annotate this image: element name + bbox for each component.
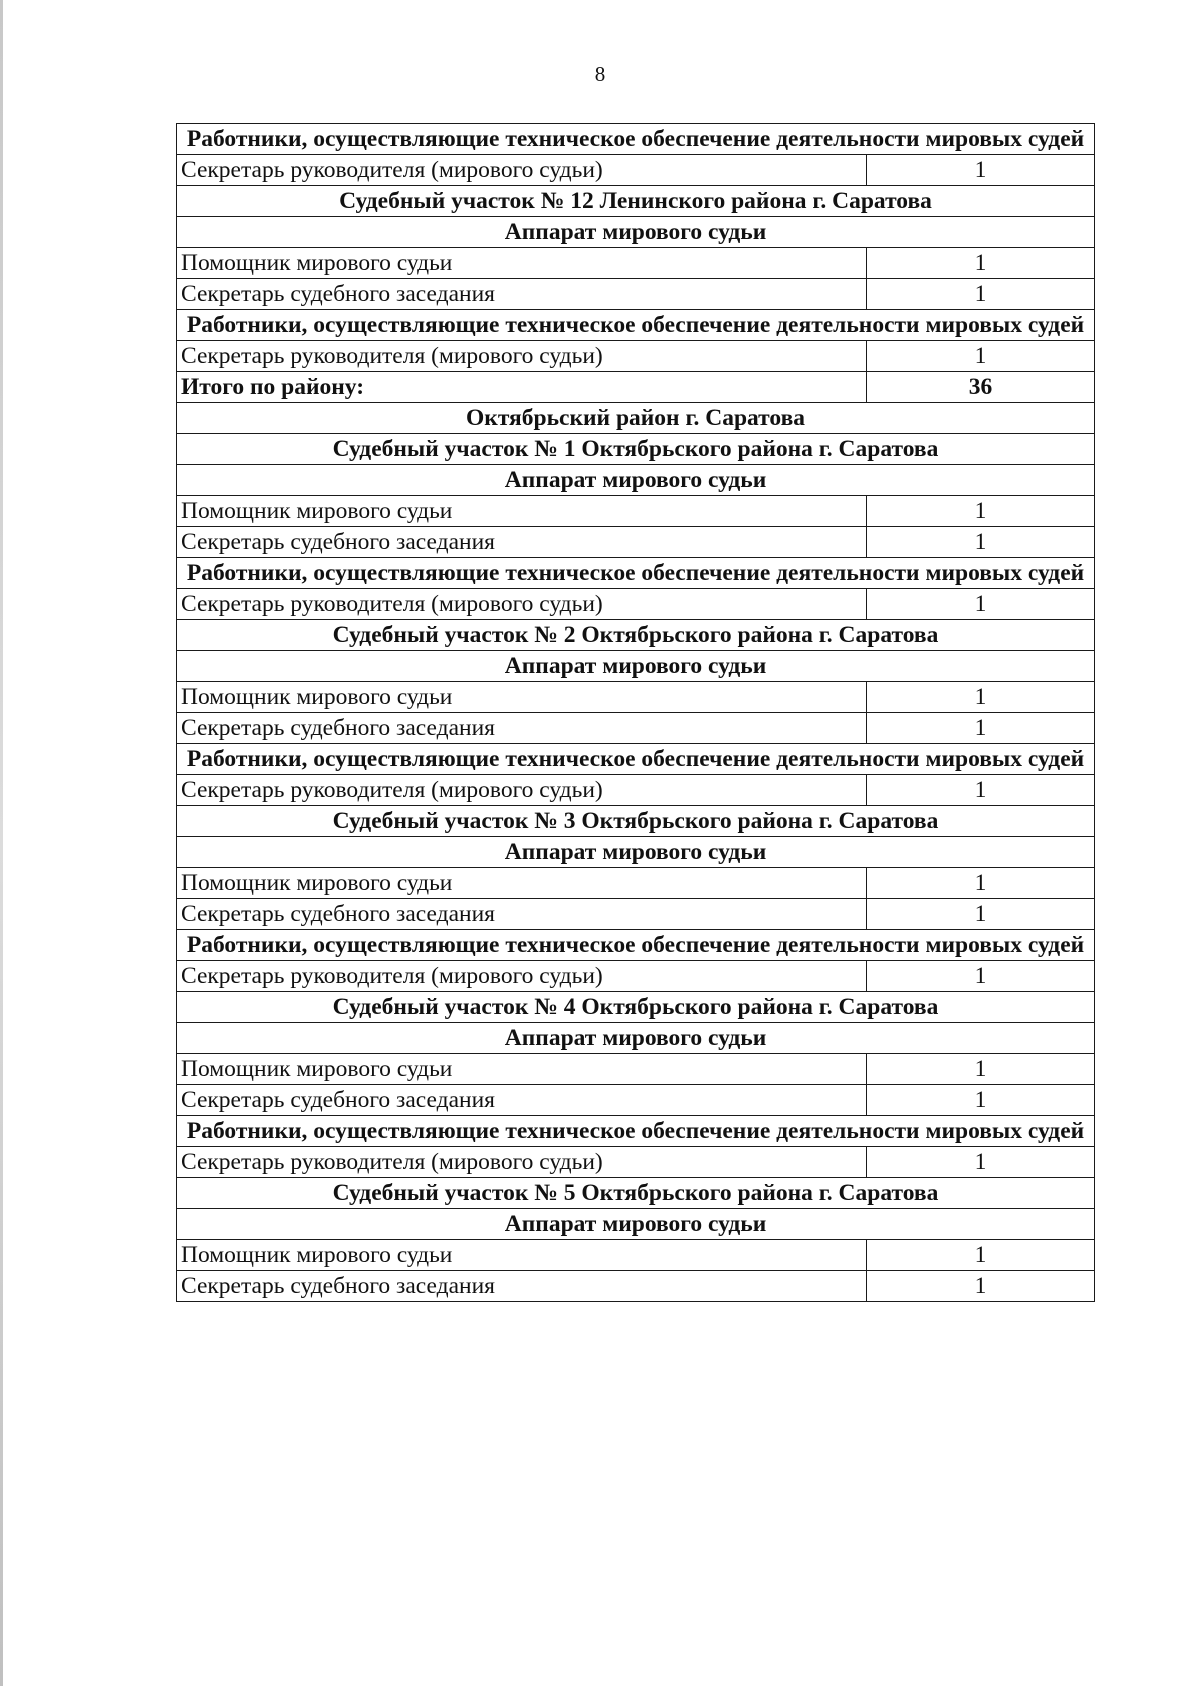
position-row [177, 496, 1095, 527]
section-heading: Работники, осуществляющие техническое обеспечение деятельности мировых судей [177, 930, 1095, 961]
section-heading: Аппарат мирового судьи [177, 465, 1095, 496]
position-name: Секретарь руководителя (мирового судьи) [177, 341, 867, 372]
position-name: Секретарь руководителя (мирового судьи) [177, 775, 867, 806]
section-heading: Судебный участок № 12 Ленинского района г. Саратова [177, 186, 1095, 217]
position-row [177, 248, 1095, 279]
position-row [177, 899, 1095, 930]
section-heading-row [177, 992, 1095, 1023]
section-heading-row [177, 1023, 1095, 1054]
position-count: 1 [867, 775, 1095, 806]
position-count: 1 [867, 1271, 1095, 1302]
position-count: 1 [867, 899, 1095, 930]
position-count: 1 [867, 248, 1095, 279]
position-name: Помощник мирового судьи [177, 496, 867, 527]
position-name: Секретарь руководителя (мирового судьи) [177, 589, 867, 620]
position-row [177, 1271, 1095, 1302]
section-heading-row [177, 1178, 1095, 1209]
position-name: Секретарь судебного заседания [177, 899, 867, 930]
section-heading: Судебный участок № 5 Октябрьского района г. Саратова [177, 1178, 1095, 1209]
position-name: Помощник мирового судьи [177, 1240, 867, 1271]
section-heading: Работники, осуществляющие техническое обеспечение деятельности мировых судей [177, 744, 1095, 775]
section-heading-row [177, 558, 1095, 589]
section-heading-row [177, 620, 1095, 651]
section-heading: Аппарат мирового судьи [177, 1023, 1095, 1054]
position-row [177, 589, 1095, 620]
section-heading: Октябрьский район г. Саратова [177, 403, 1095, 434]
position-row [177, 1147, 1095, 1178]
position-count: 1 [867, 868, 1095, 899]
position-row [177, 1085, 1095, 1116]
page-number: 8 [594, 62, 606, 86]
position-count: 1 [867, 713, 1095, 744]
position-count: 1 [867, 682, 1095, 713]
district-total-row [177, 372, 1095, 403]
section-heading: Судебный участок № 4 Октябрьского района г. Саратова [177, 992, 1095, 1023]
section-heading-row [177, 930, 1095, 961]
section-heading: Судебный участок № 3 Октябрьского района г. Саратова [177, 806, 1095, 837]
section-heading: Аппарат мирового судьи [177, 651, 1095, 682]
position-count: 1 [867, 1054, 1095, 1085]
section-heading-row [177, 465, 1095, 496]
position-count: 1 [867, 1085, 1095, 1116]
position-name: Помощник мирового судьи [177, 682, 867, 713]
position-count: 1 [867, 527, 1095, 558]
position-name: Секретарь руководителя (мирового судьи) [177, 155, 867, 186]
scan-edge-shadow [0, 0, 3, 1686]
position-row [177, 527, 1095, 558]
position-row [177, 1054, 1095, 1085]
staffing-table-body [177, 124, 1095, 1302]
position-row [177, 868, 1095, 899]
position-row [177, 341, 1095, 372]
position-row [177, 713, 1095, 744]
section-heading-row [177, 310, 1095, 341]
staffing-table [176, 123, 1095, 1302]
position-count: 1 [867, 496, 1095, 527]
section-heading: Аппарат мирового судьи [177, 217, 1095, 248]
section-heading-row [177, 837, 1095, 868]
position-row [177, 775, 1095, 806]
position-count: 1 [867, 1147, 1095, 1178]
section-heading: Аппарат мирового судьи [177, 1209, 1095, 1240]
section-heading-row [177, 651, 1095, 682]
position-row [177, 279, 1095, 310]
section-heading-row [177, 1116, 1095, 1147]
section-heading-row [177, 217, 1095, 248]
position-row [177, 961, 1095, 992]
section-heading-row [177, 744, 1095, 775]
position-name: Помощник мирового судьи [177, 1054, 867, 1085]
position-name: Помощник мирового судьи [177, 248, 867, 279]
section-heading-row [177, 124, 1095, 155]
position-count: 1 [867, 961, 1095, 992]
position-name: Секретарь судебного заседания [177, 713, 867, 744]
position-row [177, 1240, 1095, 1271]
position-name: Секретарь судебного заседания [177, 1271, 867, 1302]
position-count: 1 [867, 589, 1095, 620]
position-count: 1 [867, 1240, 1095, 1271]
section-heading-row [177, 403, 1095, 434]
section-heading-row [177, 434, 1095, 465]
position-name: Секретарь судебного заседания [177, 527, 867, 558]
position-name: Секретарь руководителя (мирового судьи) [177, 1147, 867, 1178]
position-row [177, 682, 1095, 713]
section-heading-row [177, 1209, 1095, 1240]
section-heading: Работники, осуществляющие техническое обеспечение деятельности мировых судей [177, 1116, 1095, 1147]
section-heading-row [177, 806, 1095, 837]
section-heading: Работники, осуществляющие техническое обеспечение деятельности мировых судей [177, 558, 1095, 589]
section-heading: Судебный участок № 2 Октябрьского района г. Саратова [177, 620, 1095, 651]
position-row [177, 155, 1095, 186]
position-count: 1 [867, 155, 1095, 186]
section-heading: Судебный участок № 1 Октябрьского района г. Саратова [177, 434, 1095, 465]
section-heading: Работники, осуществляющие техническое обеспечение деятельности мировых судей [177, 310, 1095, 341]
section-heading-row [177, 186, 1095, 217]
position-name: Секретарь судебного заседания [177, 279, 867, 310]
position-name: Помощник мирового судьи [177, 868, 867, 899]
position-name: Секретарь руководителя (мирового судьи) [177, 961, 867, 992]
section-heading: Работники, осуществляющие техническое обеспечение деятельности мировых судей [177, 124, 1095, 155]
section-heading: Аппарат мирового судьи [177, 837, 1095, 868]
position-count: 1 [867, 341, 1095, 372]
position-name: Секретарь судебного заседания [177, 1085, 867, 1116]
district-total-label: Итого по району: [177, 372, 867, 403]
district-total-count: 36 [867, 372, 1095, 403]
position-count: 1 [867, 279, 1095, 310]
